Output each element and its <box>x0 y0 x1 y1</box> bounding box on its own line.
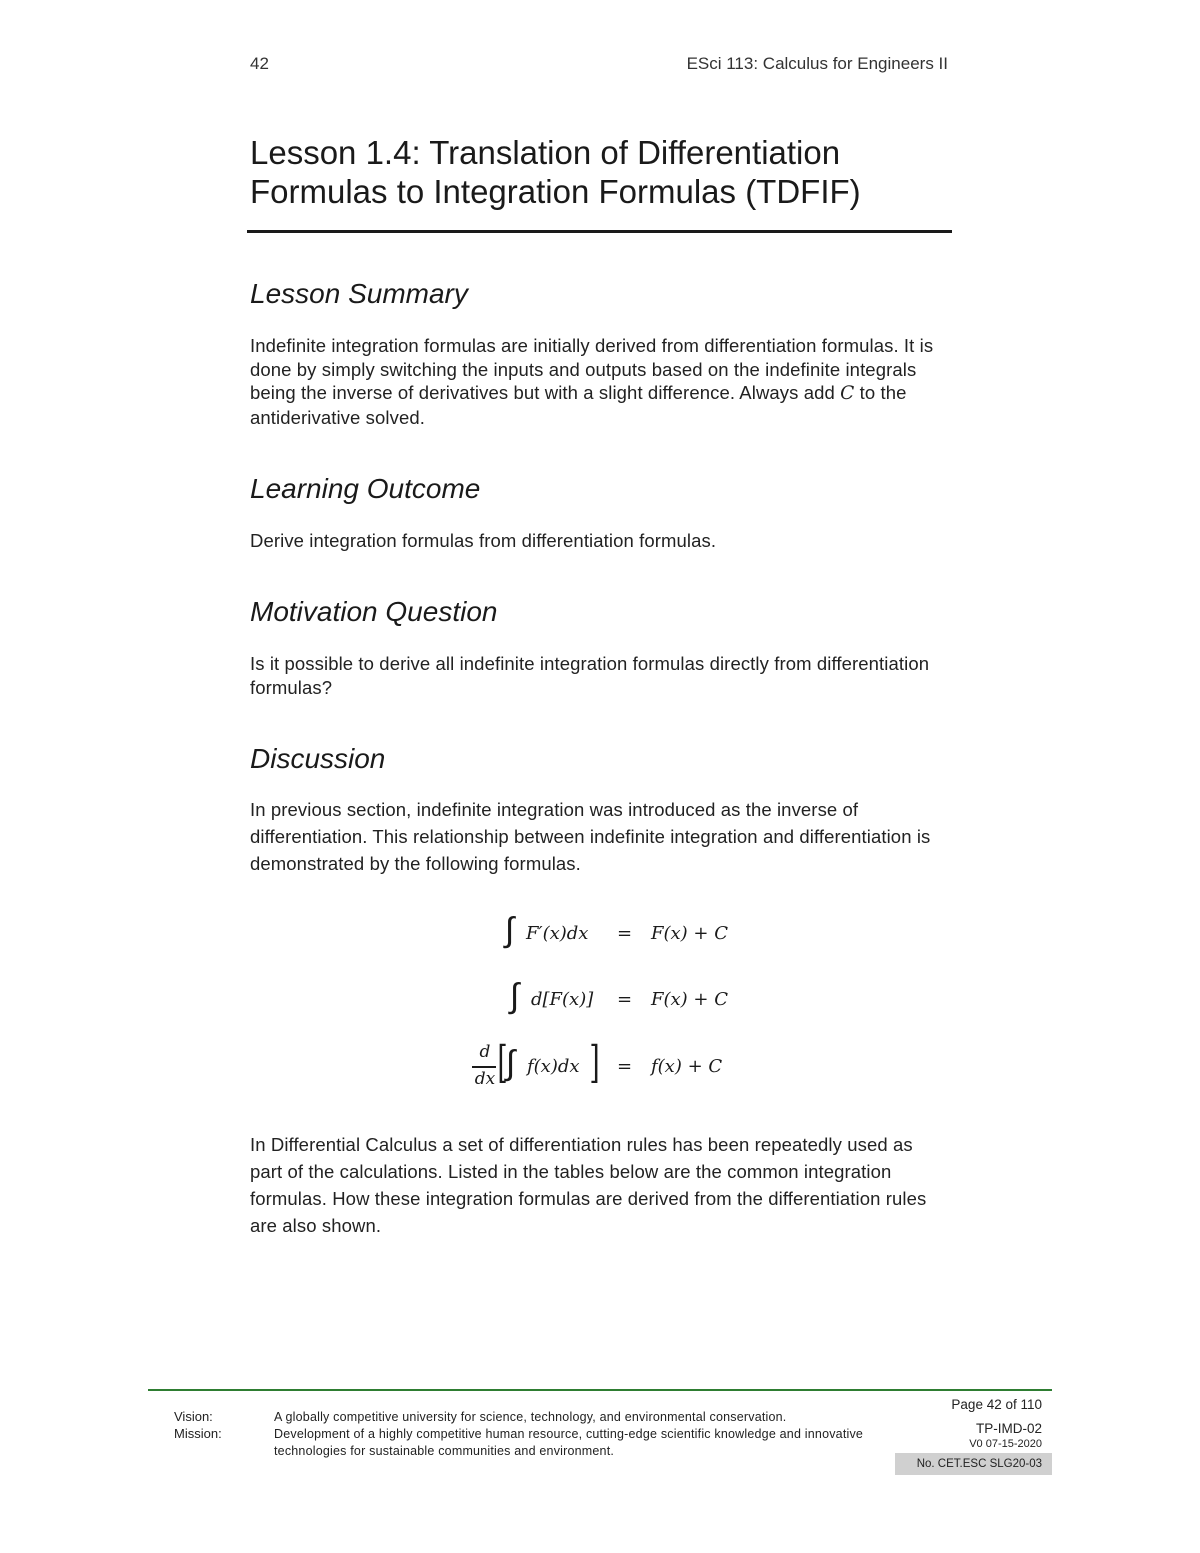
lesson-summary-heading: Lesson Summary <box>250 278 468 309</box>
document-code: TP-IMD-02 <box>975 1421 1042 1436</box>
learning-outcome-text: Derive integration formulas from differentiation formulas. <box>250 530 717 551</box>
page-number: 42 <box>250 54 269 73</box>
equation-2-rhs: F(x) + C <box>651 989 728 1010</box>
page-of-total: Page 42 of 110 <box>951 1397 1042 1412</box>
integral-symbol: ∫ <box>510 977 520 1015</box>
title-divider <box>247 230 952 233</box>
fraction-numerator: d <box>479 1042 491 1062</box>
mission-text: Development of a highly competitive human resource, cutting-edge scientific knowledge and innovative technologies for sustainable communities and environment. <box>274 1427 864 1458</box>
mission-label: Mission: <box>174 1426 222 1441</box>
vision-text: A globally competitive university for science, technology, and environmental conservation. <box>274 1410 787 1424</box>
course-title: ESci 113: Calculus for Engineers II <box>686 54 948 73</box>
fraction-denominator: dx <box>474 1069 496 1089</box>
motivation-question-heading: Motivation Question <box>250 596 498 627</box>
left-bracket: [ <box>497 1037 508 1088</box>
footer-divider <box>148 1389 1052 1391</box>
discussion-followup-text: In Differential Calculus a set of differentiation rules has been repeatedly used as part of the calculations. Listed in the tables below are the common integration formulas. How these integration formulas are derived from the differentiation rules are also shown. <box>250 1134 927 1236</box>
equation-block <box>0 905 1200 1105</box>
equation-1-equals: = <box>617 923 633 944</box>
learning-outcome-heading: Learning Outcome <box>250 473 481 504</box>
equation-3-lhs: f(x)dx <box>527 1056 580 1077</box>
integral-symbol: ∫ <box>505 911 515 949</box>
motivation-question-text: Is it possible to derive all indefinite integration formulas directly from differentiation formulas? <box>250 653 930 698</box>
discussion-heading: Discussion <box>250 743 386 774</box>
equation-1-lhs: F′(x)dx <box>526 923 589 944</box>
document-number-badge: No. CET.ESC SLG20-03 <box>895 1453 1052 1475</box>
lesson-summary-end: to the antiderivative solved. <box>250 382 907 428</box>
lesson-title: Lesson 1.4: Translation of Differentiation Formulas to Integration Formulas (TDFIF) <box>250 134 861 210</box>
lesson-summary-main: Indefinite integration formulas are initially derived from differentiation formulas. It is done by simply switching the inputs and outputs based on the indefinite integrals being the inverse of derivatives but with a slight difference. Always add <box>250 335 934 403</box>
version-date: V0 07-15-2020 <box>969 1438 1042 1450</box>
constant-c: C <box>840 383 855 404</box>
right-bracket: ] <box>589 1037 600 1088</box>
lesson-summary-text <box>250 334 950 429</box>
integral-symbol: ∫ <box>506 1044 516 1082</box>
equation-1-rhs: F(x) + C <box>651 923 728 944</box>
equation-2-lhs: d[F(x)] <box>531 989 594 1010</box>
discussion-intro-text: In previous section, indefinite integration was introduced as the inverse of differentiation. This relationship between indefinite integration and differentiation is demonstrated by the following formulas. <box>250 799 931 874</box>
equation-3-equals: = <box>617 1056 633 1077</box>
equation-2-equals: = <box>617 989 633 1010</box>
equation-3-rhs: f(x) + C <box>651 1056 723 1077</box>
fraction-bar <box>472 1066 496 1068</box>
vision-label: Vision: <box>174 1409 213 1424</box>
